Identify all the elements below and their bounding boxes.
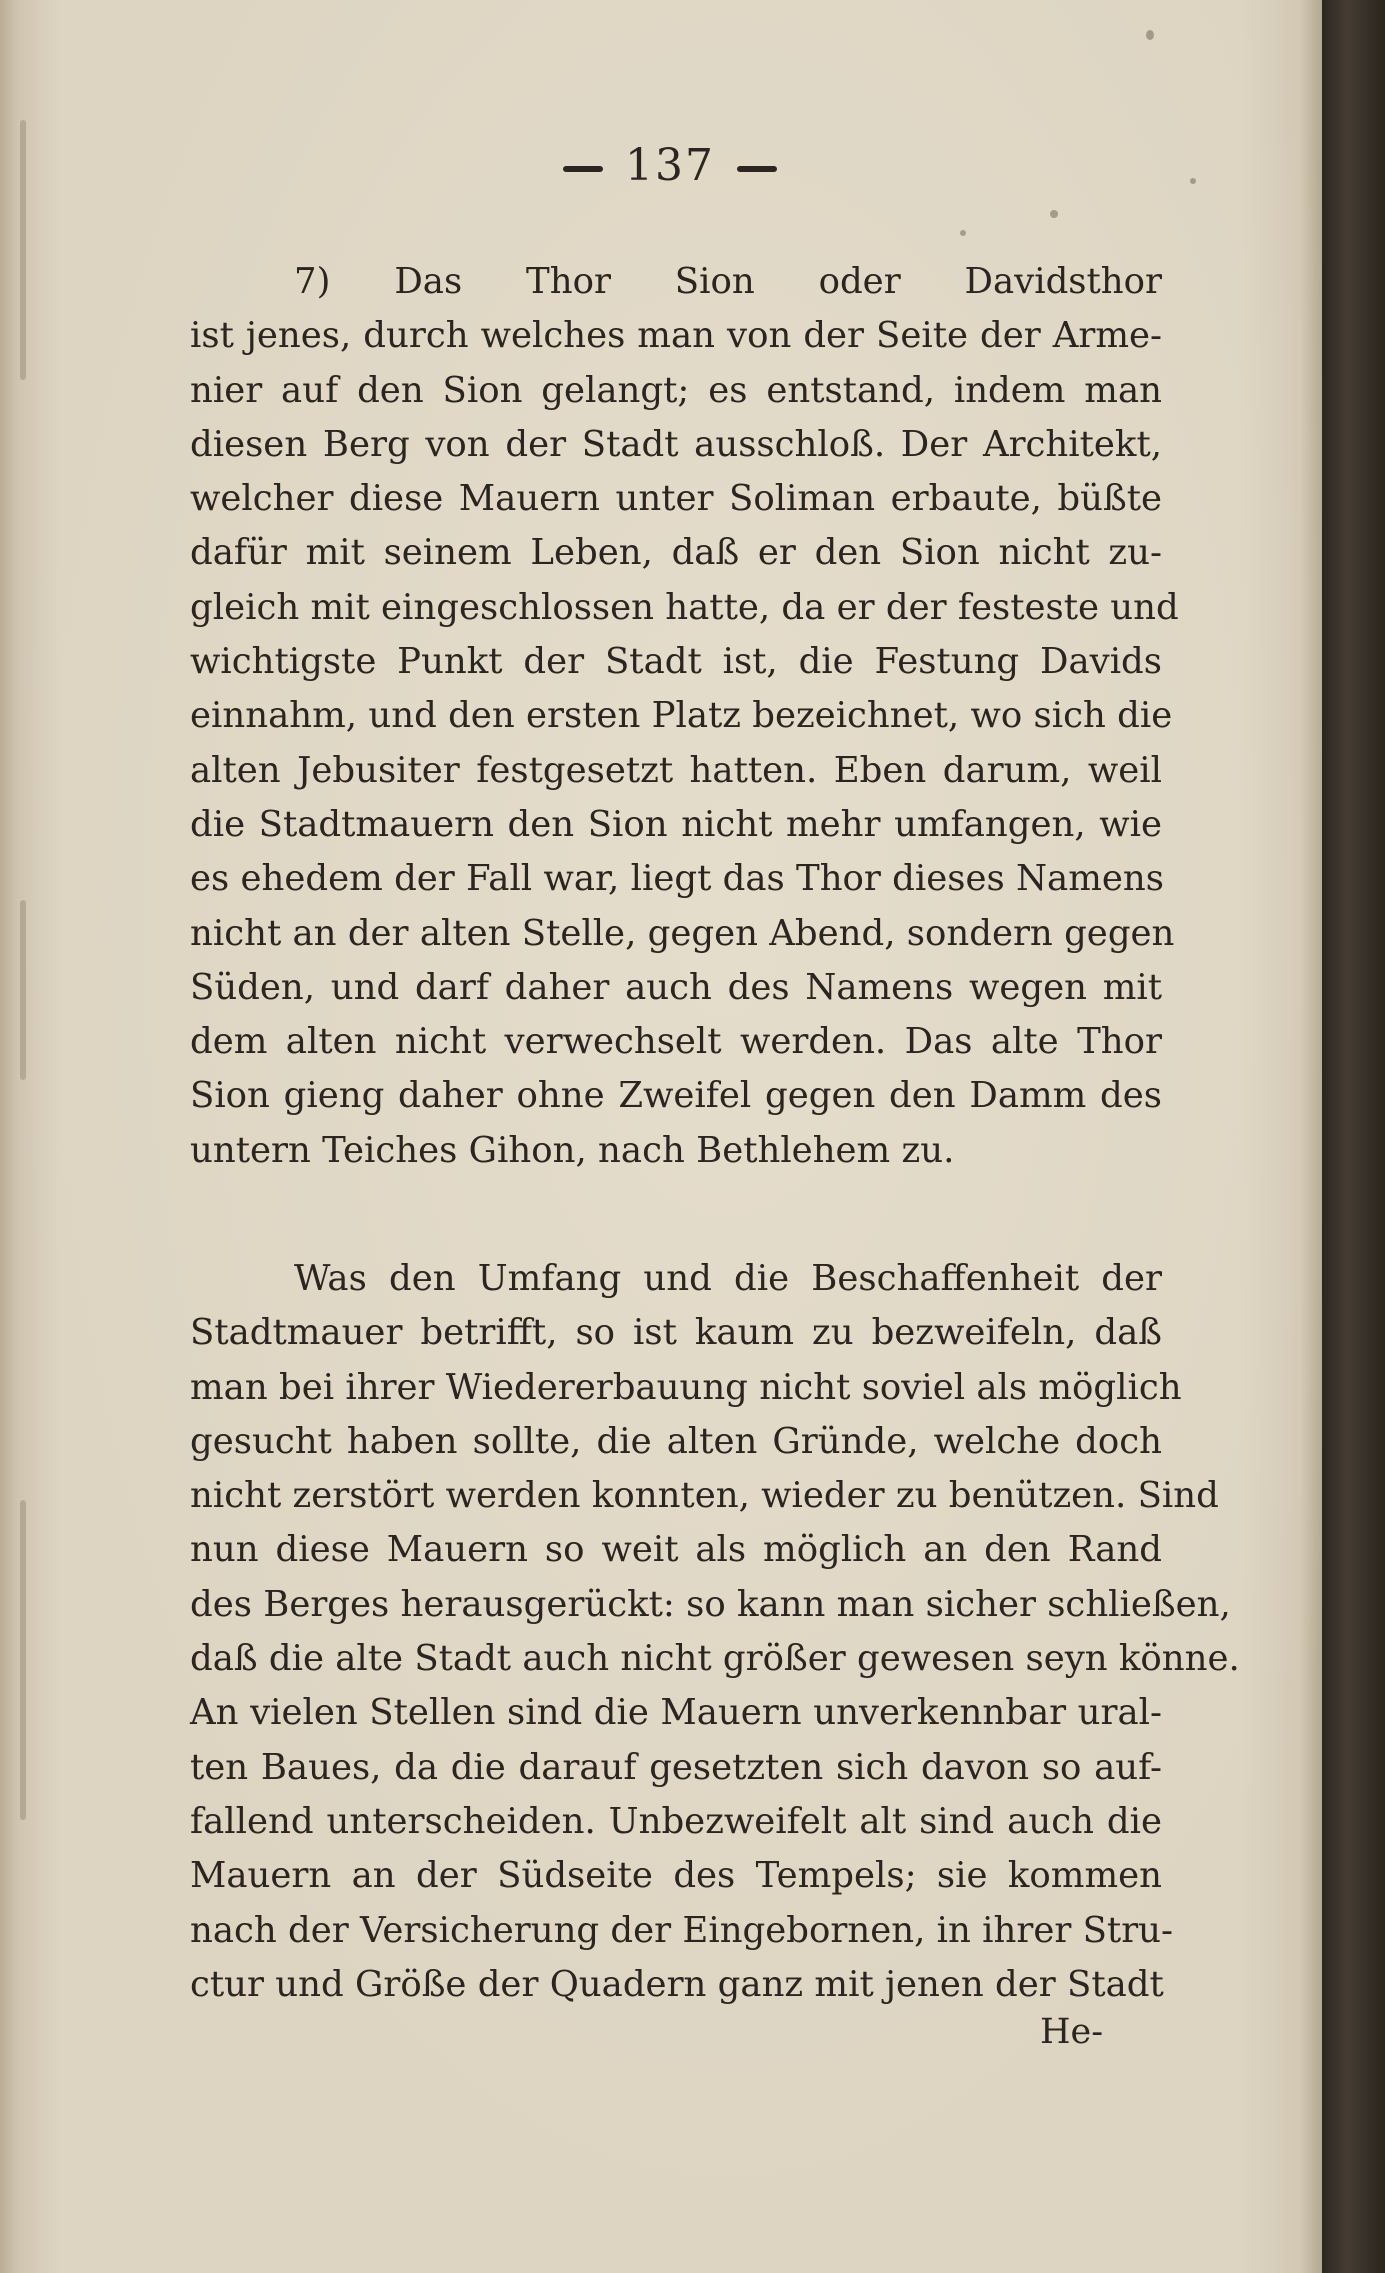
text-line: nach der Versicherung der Eingebornen, in ihrer Stru- <box>190 1909 1174 1951</box>
paper-speck <box>960 230 966 236</box>
page-number <box>520 140 820 191</box>
text-line: es ehedem der Fall war, liegt das Thor dieses Namens <box>190 858 1164 900</box>
text-line: diesen Berg von der Stadt ausschloß. Der Architekt, <box>190 423 1162 465</box>
page-number-value: 137 <box>625 140 715 191</box>
text-line: daß die alte Stadt auch nicht größer gewesen seyn könne. <box>190 1638 1240 1680</box>
text-line: nun diese Mauern so weit als möglich an den Rand <box>190 1529 1162 1571</box>
paper-speck <box>1050 210 1058 218</box>
text-line: Süden, und darf daher auch des Namens wegen mit <box>190 966 1162 1008</box>
text-line: nicht zerstört werden konnten, wieder zu benützen. Sind <box>190 1475 1219 1517</box>
text-line: man bei ihrer Wiedererbauung nicht soviel als möglich <box>190 1366 1182 1408</box>
text-line: welcher diese Mauern unter Soliman erbaute, büßte <box>190 478 1162 520</box>
catchword: He- <box>1040 2012 1104 2052</box>
text-line: Was den Umfang und die Beschaffenheit der <box>294 1258 1162 1299</box>
spine-shadow <box>20 1500 26 1820</box>
text-line: einnahm, und den ersten Platz bezeichnet, wo sich die <box>190 695 1173 737</box>
text-line: Sion gieng daher ohne Zweifel gegen den Damm des <box>190 1075 1162 1117</box>
text-line: gleich mit eingeschlossen hatte, da er der festeste und <box>190 586 1179 628</box>
text-line: gesucht haben sollte, die alten Gründe, welche doch <box>190 1420 1162 1462</box>
text-line: dem alten nicht verwechselt werden. Das alte Thor <box>190 1021 1162 1063</box>
text-line: untern Teiches Gihon, nach Bethlehem zu. <box>190 1129 955 1171</box>
spine-shadow <box>20 900 26 1080</box>
spine-shadow <box>20 120 26 380</box>
text-line: An vielen Stellen sind die Mauern unverkennbar ural- <box>190 1692 1162 1734</box>
page-edge-shadow <box>1322 0 1385 2273</box>
text-line: fallend unterscheiden. Unbezweifelt alt sind auch die <box>190 1800 1162 1842</box>
text-line: des Berges herausgerückt: so kann man sicher schließen, <box>190 1583 1231 1625</box>
paragraph-stadtmauer <box>190 1252 1240 2012</box>
text-line: nier auf den Sion gelangt; es entstand, indem man <box>190 369 1162 411</box>
text-line: wichtigste Punkt der Stadt ist, die Festung Davids <box>190 641 1162 683</box>
paragraph-thor-sion <box>190 255 1179 1178</box>
text-line: nicht an der alten Stelle, gegen Abend, sondern gegen <box>190 912 1175 954</box>
text-line: ten Baues, da die darauf gesetzten sich davon so auf- <box>190 1746 1162 1788</box>
text-line: die Stadtmauern den Sion nicht mehr umfangen, wie <box>190 803 1162 845</box>
paper-speck <box>1146 30 1154 40</box>
text-line: ctur und Größe der Quadern ganz mit jenen der Stadt <box>190 1963 1164 2005</box>
text-line: Stadtmauer betrifft, so ist kaum zu bezweifeln, daß <box>190 1312 1162 1354</box>
text-line: alten Jebusiter festgesetzt hatten. Eben darum, weil <box>190 749 1162 791</box>
text-line: Mauern an der Südseite des Tempels; sie kommen <box>190 1855 1162 1897</box>
dash-right <box>737 166 777 172</box>
dash-left <box>563 166 603 172</box>
text-line: 7) Das Thor Sion oder Davidsthor <box>294 261 1162 302</box>
text-line: ist jenes, durch welches man von der Seite der Arme- <box>190 315 1162 357</box>
paper-speck <box>1190 178 1196 184</box>
text-line: dafür mit seinem Leben, daß er den Sion nicht zu- <box>190 532 1162 574</box>
